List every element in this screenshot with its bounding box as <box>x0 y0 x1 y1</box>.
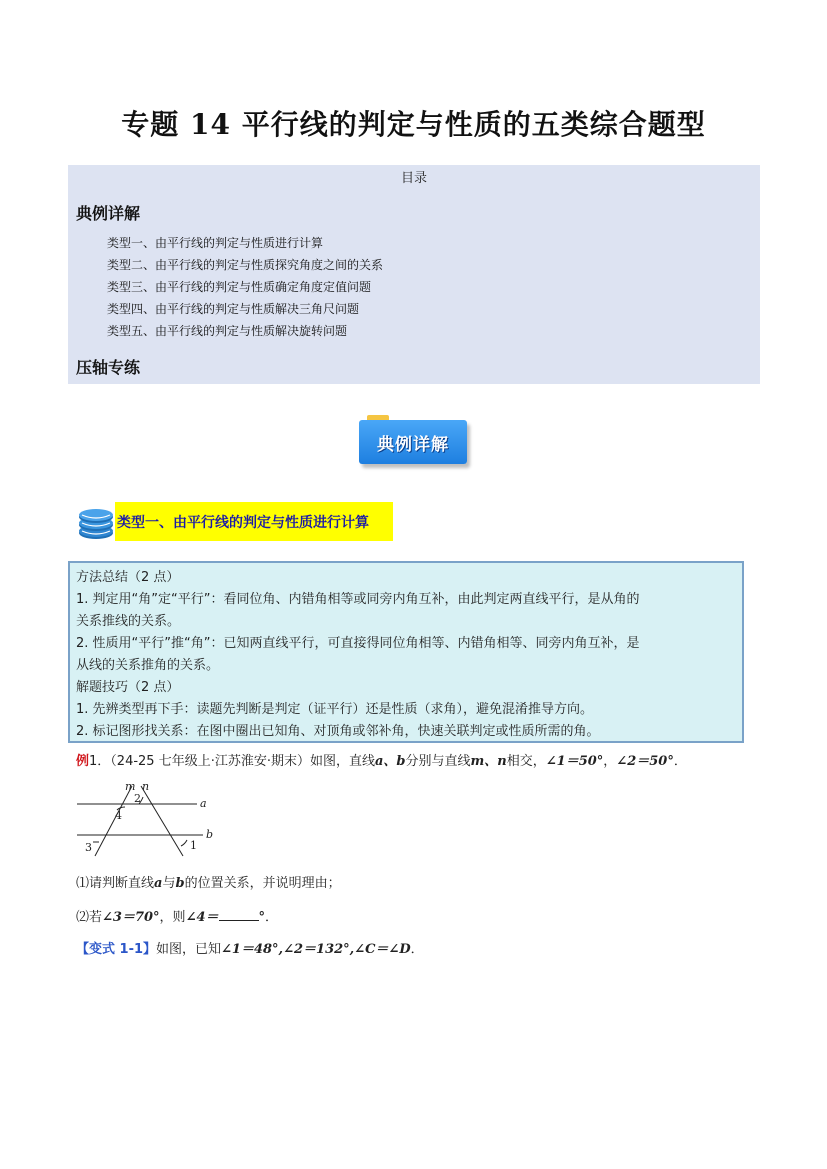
question-text: 与 <box>162 876 176 891</box>
example-text: 相交， <box>506 754 546 769</box>
example-end: ． <box>673 754 687 769</box>
example-vars-ab: a、b <box>374 754 406 769</box>
toc-item-type4[interactable]: 类型四、由平行线的判定与性质解决三角尺问题 <box>107 302 360 316</box>
variant-tag: 【变式 1-1】 <box>76 942 157 957</box>
question-text: ⑴请判断直线 <box>76 876 155 891</box>
question-text: ． <box>265 910 279 925</box>
table-of-contents <box>68 165 760 384</box>
question-condition: ∠3＝70° <box>102 910 160 925</box>
example-separator: ， <box>603 754 617 769</box>
toc-item-type5[interactable]: 类型五、由平行线的判定与性质解决旋转问题 <box>107 324 348 338</box>
question-text: ⑵若 <box>76 910 103 925</box>
method-line: 关系推线的关系。 <box>76 614 181 629</box>
method-line: 从线的关系推角的关系。 <box>76 658 220 673</box>
question-text: 的位置关系，并说明理由； <box>184 876 341 891</box>
example-text: 分别与直线 <box>405 754 471 769</box>
example-condition: ∠2＝50° <box>616 754 674 769</box>
method-line: 2. 性质用“平行”推“角”：已知两直线平行，可直接得同位角相等、内错角相等、同旁内角互补，是 <box>76 636 640 651</box>
toc-item-type2[interactable]: 类型二、由平行线的判定与性质探究角度之间的关系 <box>107 258 384 272</box>
figure-label-b: b <box>206 828 214 841</box>
question-1 <box>76 872 341 891</box>
variant-end: ． <box>410 942 424 957</box>
page-title: 专题 14 平行线的判定与性质的五类综合题型 <box>121 108 706 141</box>
figure-label-angle-3: 3 <box>85 841 92 854</box>
method-line: 1. 先辨类型再下手：读题先判断是判定（证平行）还是性质（求角），避免混淆推导方向。 <box>76 702 594 717</box>
toc-item-type3[interactable]: 类型三、由平行线的判定与性质确定角度定值问题 <box>107 280 372 294</box>
variant-conditions: ∠1＝48°,∠2＝132°,∠C＝∠D <box>221 942 411 957</box>
answer-blank[interactable] <box>219 920 259 921</box>
toc-heading: 目录 <box>400 171 427 186</box>
figure-label-angle-2: 2 <box>134 792 141 805</box>
method-line: 方法总结（2 点） <box>76 570 180 585</box>
question-unit: ° <box>258 910 266 925</box>
question-text: ，则 <box>159 910 186 925</box>
toc-item-type1[interactable]: 类型一、由平行线的判定与性质进行计算 <box>107 236 324 250</box>
method-summary-box <box>68 561 744 743</box>
question-var: a <box>154 876 163 891</box>
question-2 <box>76 906 278 925</box>
example-tag: 例 <box>76 754 90 769</box>
section-banner <box>359 420 467 464</box>
method-line: 2. 标记图形找关系：在图中圈出已知角、对顶角或邻补角，快速关联判定或性质所需的角。 <box>76 724 600 739</box>
method-line: 1. 判定用“角”定“平行”：看同位角、内错角相等或同旁内角互补，由此判定两直线平行，是从角的 <box>76 592 640 607</box>
example-text: （24-25 七年级上·江苏淮安·期末）如图，直线 <box>110 754 375 769</box>
figure-label-n: n <box>142 780 150 793</box>
example-vars-mn: m、n <box>470 754 507 769</box>
books-stack-icon <box>76 503 116 541</box>
variant-1-1 <box>76 938 424 957</box>
figure-label-angle-4: 4 <box>115 809 122 822</box>
question-var: b <box>175 876 185 891</box>
example-condition: ∠1＝50° <box>545 754 604 769</box>
question-target: ∠4＝ <box>185 910 219 925</box>
example-number: 1． <box>89 754 111 769</box>
method-line: 解题技巧（2 点） <box>76 680 180 695</box>
figure-label-m: m <box>125 780 136 793</box>
figure-label-a: a <box>200 797 207 810</box>
figure-label-angle-1: 1 <box>190 839 197 852</box>
toc-section-examples[interactable]: 典例详解 <box>76 204 141 223</box>
example-1-statement <box>76 750 687 769</box>
type1-heading-text: 类型一、由平行线的判定与性质进行计算 <box>117 515 369 531</box>
type1-heading <box>115 502 393 541</box>
parallel-lines-figure <box>75 780 225 860</box>
variant-text: 如图，已知 <box>156 942 222 957</box>
banner-label: 典例详解 <box>377 435 449 455</box>
toc-section-practice[interactable]: 压轴专练 <box>76 358 141 377</box>
